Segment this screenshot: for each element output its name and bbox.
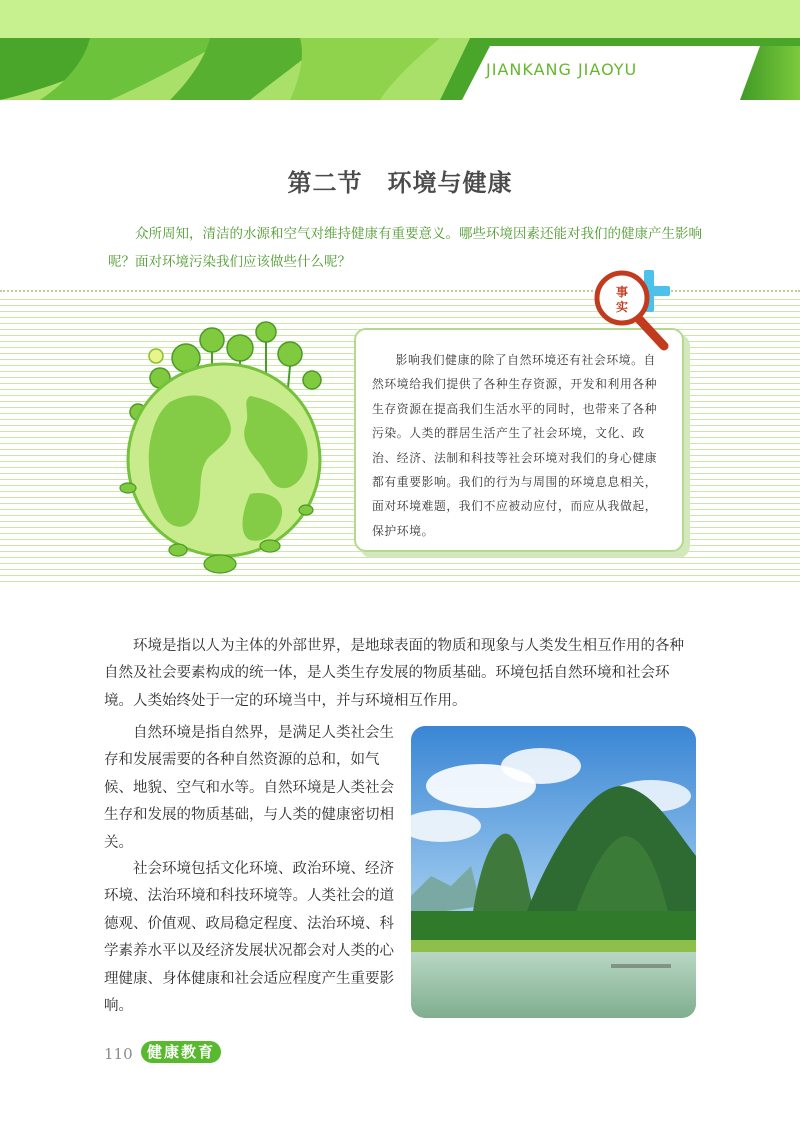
magnifier-plus-icon bbox=[592, 266, 678, 356]
dotted-divider bbox=[0, 290, 800, 292]
paragraph-social-environment: 社会环境包括文化环境、政治环境、经济环境、法治环境和科技环境等。人类社会的道德观、价值观、政局稳定程度、法治环境、科学素养水平以及经济发展状况都会对人类的心理健康、身体健康和社会适应程度产生重要影响。 bbox=[104, 861, 394, 1015]
header-top-strip bbox=[0, 0, 800, 38]
earth-illustration bbox=[100, 318, 340, 576]
fact-box bbox=[354, 328, 684, 552]
section-intro: 众所周知，清洁的水源和空气对维持健康有重要意义。哪些环境因素还能对我们的健康产生影响呢？面对环境污染我们应该做些什么呢？ bbox=[108, 226, 702, 270]
section-title: 第二节 环境与健康 bbox=[287, 169, 513, 197]
fact-text: 影响我们健康的除了自然环境还有社会环境。自然环境给我们提供了各种生存资源，开发和利用各种生存资源在提高我们生活水平的同时，也带来了各种污染。人类的群居生活产生了社会环境，文化、政治、经济、法制和科技等社会环境对我们的身心健康都有重要影响。我们的行为与周围的环境息息相关，面对环境难题，我们不应被动应付，而应从我做起，保护环境。 bbox=[372, 353, 658, 538]
fact-badge-label-top: 事 bbox=[615, 285, 629, 299]
karst-landscape-photo bbox=[411, 726, 696, 1018]
footer-logo-text: 健康教育 bbox=[146, 1043, 215, 1061]
page-number: 110 bbox=[104, 1045, 133, 1063]
paragraph-environment: 环境是指以人为主体的外部世界，是地球表面的物质和现象与人类发生相互作用的各种自然及社会要素构成的统一体，是人类生存发展的物质基础。环境包括自然环境和社会环境。人类始终处于一定的环境当中，并与环境相互作用。 bbox=[104, 638, 684, 709]
paragraph-natural-environment: 自然环境是指自然界，是满足人类社会生存和发展需要的各种自然资源的总和，如气候、地貌、空气和水等。自然环境是人类社会生存和发展的物质基础，与人类的健康密切相关。 bbox=[104, 725, 394, 851]
fact-badge-label-bottom: 实 bbox=[615, 300, 629, 314]
footer-logo bbox=[140, 1040, 222, 1064]
header-brand: JIANKANG JIAOYU bbox=[486, 60, 638, 79]
